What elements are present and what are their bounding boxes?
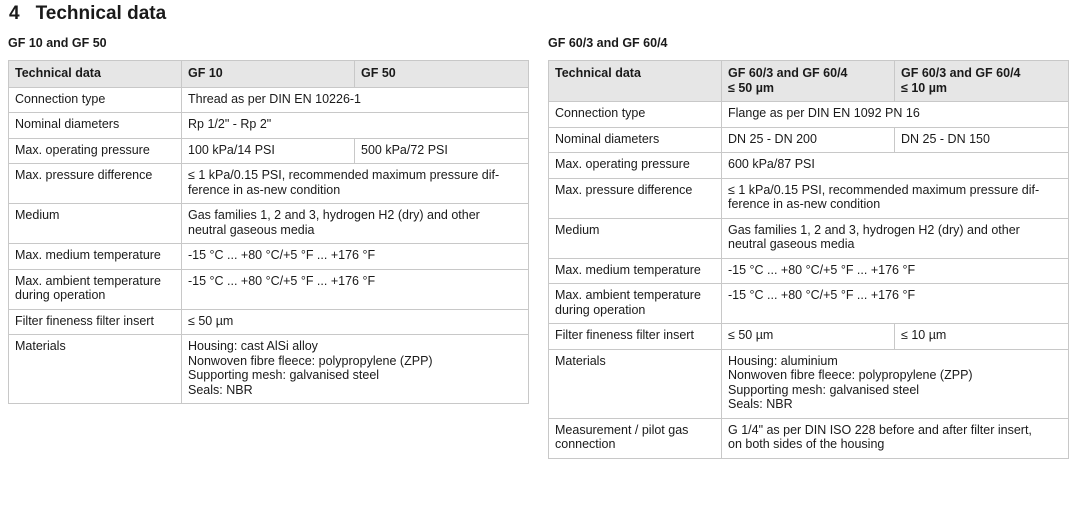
section-title — [9, 3, 166, 25]
table-header-row — [549, 61, 1069, 102]
table-row — [9, 244, 529, 270]
gf10-gf50-block — [8, 36, 528, 404]
row-value-10um: ≤ 10 µm — [895, 324, 1069, 350]
row-value: Gas families 1, 2 and 3, hydrogen H2 (dry) and other neutral gaseous media — [722, 218, 1069, 258]
row-value: ≤ 1 kPa/0.15 PSI, recommended maximum pressure dif- ference in as-new condition — [182, 164, 529, 204]
row-value: Housing: cast AlSi alloy Nonwoven fibre fleece: polypropylene (ZPP) Supporting mesh: galvanised steel Seals: NBR — [182, 335, 529, 404]
table-row — [9, 164, 529, 204]
section-title-text: Technical data — [35, 3, 167, 24]
row-value-50um: ≤ 50 µm — [722, 324, 895, 350]
table-row — [9, 204, 529, 244]
row-value: Housing: aluminium Nonwoven fibre fleece: polypropylene (ZPP) Supporting mesh: galvanised steel Seals: NBR — [722, 349, 1069, 418]
row-value-10um: DN 25 - DN 150 — [895, 127, 1069, 153]
row-label: Materials — [549, 349, 722, 418]
row-label: Medium — [9, 204, 182, 244]
row-value: Gas families 1, 2 and 3, hydrogen H2 (dry) and other neutral gaseous media — [182, 204, 529, 244]
row-value: -15 °C ... +80 °C/+5 °F ... +176 °F — [722, 258, 1069, 284]
gf60-block — [548, 36, 1068, 459]
gf10-gf50-subtitle: GF 10 and GF 50 — [8, 36, 107, 50]
header-technical-data: Technical data — [9, 61, 182, 88]
row-value: 600 kPa/87 PSI — [722, 153, 1069, 179]
row-value: -15 °C ... +80 °C/+5 °F ... +176 °F — [182, 269, 529, 309]
table-row — [549, 102, 1069, 128]
row-label: Max. pressure difference — [549, 178, 722, 218]
row-label: Max. pressure difference — [9, 164, 182, 204]
row-label: Max. medium temperature — [549, 258, 722, 284]
row-value: G 1/4" as per DIN ISO 228 before and after filter insert, on both sides of the housing — [722, 418, 1069, 458]
row-label: Filter fineness filter insert — [9, 309, 182, 335]
gf60-subtitle: GF 60/3 and GF 60/4 — [548, 36, 668, 50]
row-label: Max. ambient temperature during operation — [9, 269, 182, 309]
row-value-gf50: 500 kPa/72 PSI — [355, 138, 529, 164]
table-row — [549, 218, 1069, 258]
row-label: Nominal diameters — [9, 113, 182, 139]
table-row — [549, 258, 1069, 284]
header-gf60-10um: GF 60/3 and GF 60/4 ≤ 10 µm — [895, 61, 1069, 102]
row-label: Filter fineness filter insert — [549, 324, 722, 350]
table-row — [549, 284, 1069, 324]
row-value: -15 °C ... +80 °C/+5 °F ... +176 °F — [722, 284, 1069, 324]
row-label: Medium — [549, 218, 722, 258]
row-value-50um: DN 25 - DN 200 — [722, 127, 895, 153]
header-gf60-50um: GF 60/3 and GF 60/4 ≤ 50 µm — [722, 61, 895, 102]
table-row — [9, 138, 529, 164]
header-gf10: GF 10 — [182, 61, 355, 88]
row-value: -15 °C ... +80 °C/+5 °F ... +176 °F — [182, 244, 529, 270]
row-label: Measurement / pilot gas connection — [549, 418, 722, 458]
row-label: Materials — [9, 335, 182, 404]
row-label: Max. operating pressure — [549, 153, 722, 179]
gf10-gf50-table — [8, 60, 529, 404]
gf60-table — [548, 60, 1069, 459]
table-row — [9, 335, 529, 404]
row-value-gf10: 100 kPa/14 PSI — [182, 138, 355, 164]
row-label: Connection type — [549, 102, 722, 128]
table-header-row — [9, 61, 529, 88]
row-label: Connection type — [9, 87, 182, 113]
row-value: Thread as per DIN EN 10226-1 — [182, 87, 529, 113]
row-value: ≤ 1 kPa/0.15 PSI, recommended maximum pressure dif- ference in as-new condition — [722, 178, 1069, 218]
header-technical-data: Technical data — [549, 61, 722, 102]
row-label: Max. operating pressure — [9, 138, 182, 164]
table-row — [549, 178, 1069, 218]
table-row — [9, 309, 529, 335]
table-row — [549, 153, 1069, 179]
table-row — [9, 113, 529, 139]
row-value: Rp 1/2" - Rp 2" — [182, 113, 529, 139]
row-label: Max. medium temperature — [9, 244, 182, 270]
header-gf50: GF 50 — [355, 61, 529, 88]
row-value: Flange as per DIN EN 1092 PN 16 — [722, 102, 1069, 128]
table-row — [549, 127, 1069, 153]
table-row — [9, 87, 529, 113]
table-row — [9, 269, 529, 309]
row-label: Nominal diameters — [549, 127, 722, 153]
table-row — [549, 324, 1069, 350]
table-row — [549, 418, 1069, 458]
section-number: 4 — [9, 3, 20, 24]
row-value: ≤ 50 µm — [182, 309, 529, 335]
row-label: Max. ambient temperature during operation — [549, 284, 722, 324]
table-row — [549, 349, 1069, 418]
